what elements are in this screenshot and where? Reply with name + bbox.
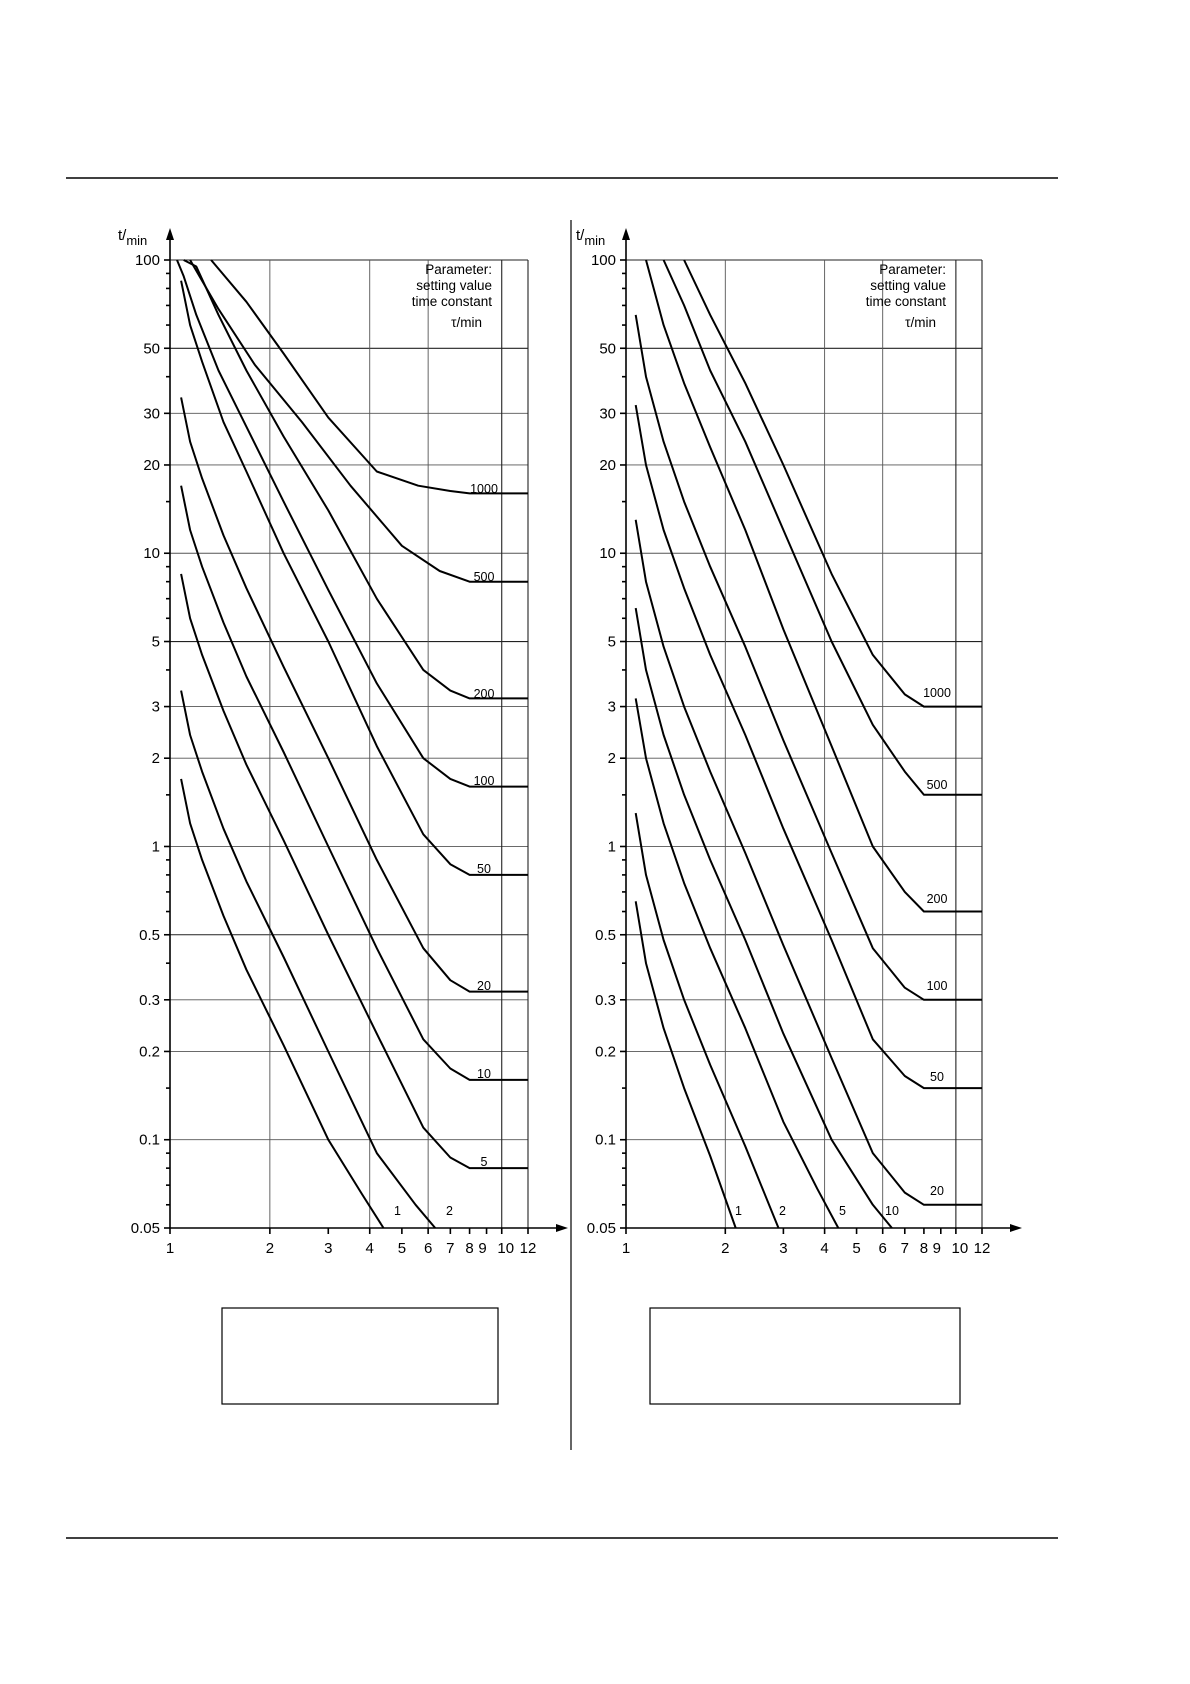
c2-y-tick-label-20: 20 (599, 456, 616, 474)
c2-curve-label-1: 1 (735, 1204, 742, 1218)
c2-y-tick-label-0.3: 0.3 (595, 991, 616, 1009)
c1-x-tick-label-7: 7 (446, 1240, 455, 1257)
c2-x-tick-label-5: 5 (852, 1240, 861, 1257)
c1-curve-label-20: 20 (477, 979, 491, 993)
c1-y-tick-label-100: 100 (134, 252, 160, 269)
c1-curve-label-10: 10 (477, 1067, 491, 1081)
c1-y-tick-label-0.05: 0.05 (130, 1220, 160, 1237)
c2-y-tick-label-30: 30 (599, 405, 616, 423)
c2-curve-label-200: 200 (926, 892, 948, 906)
c1-y-axis-arrow (166, 228, 174, 240)
c2-x-tick-label-3: 3 (779, 1240, 788, 1257)
c1-x-tick-label-3: 3 (324, 1240, 333, 1257)
c2-y-tick-label-1: 1 (607, 838, 616, 856)
c1-x-tick-label-4: 4 (365, 1240, 374, 1257)
c1-x-tick-label-5: 5 (397, 1240, 407, 1257)
c2-curve-2 (636, 813, 779, 1228)
c2-y-axis-label-sub: min (584, 233, 606, 248)
c2-x-axis-arrow (1010, 1224, 1022, 1232)
c1-y-tick-label-3: 3 (151, 698, 160, 716)
c2-curve-label-2: 2 (779, 1204, 786, 1218)
c1-curve-label-100: 100 (473, 774, 495, 788)
c2-curve-label-1000: 1000 (923, 686, 951, 700)
c1-x-tick-label-8: 8 (465, 1240, 474, 1257)
c2-y-tick-label-100: 100 (590, 252, 616, 269)
c1-y-tick-label-2: 2 (151, 750, 160, 768)
c1-curve-label-1000: 1000 (470, 482, 498, 496)
c1-curve-label-50: 50 (477, 862, 491, 876)
c2-curve-label-20: 20 (930, 1184, 944, 1198)
c1-parameter-text-1: Parameter: (425, 262, 492, 277)
c1-x-tick-label-6: 6 (423, 1240, 433, 1257)
c1-y-tick-label-1: 1 (151, 838, 160, 856)
c1-x-axis-arrow (556, 1224, 568, 1232)
c1-y-tick-label-5: 5 (151, 633, 160, 651)
c2-curve-1 (636, 901, 736, 1228)
c1-curve-label-5: 5 (480, 1155, 488, 1169)
c1-curve-label-500: 500 (473, 570, 495, 584)
c2-parameter-text-4: τ/min (905, 315, 936, 330)
c2-curve-20 (636, 520, 982, 1205)
c2-curve-1000 (684, 260, 982, 707)
c1-curve-label-1: 1 (394, 1204, 401, 1218)
c2-parameter-text-1: Parameter: (879, 262, 946, 277)
c2-curve-10 (636, 608, 892, 1228)
c2-x-tick-label-2: 2 (721, 1240, 730, 1257)
c2-curve-5 (636, 698, 839, 1228)
c2-y-tick-label-2: 2 (607, 750, 616, 768)
c1-y-axis-label (118, 227, 147, 248)
c2-x-tick-label-7: 7 (900, 1240, 909, 1257)
c2-y-tick-label-10: 10 (599, 545, 616, 563)
c1-y-axis-label-sub: min (126, 233, 148, 248)
c1-y-axis-label-main: t/ (118, 227, 127, 244)
c2-y-axis-label (576, 227, 605, 248)
c1-y-tick-label-50: 50 (143, 340, 160, 358)
c1-x-tick-label-10: 10 (497, 1240, 515, 1257)
chart-left (118, 227, 568, 1257)
c2-y-tick-label-50: 50 (599, 340, 616, 358)
caption-box-right (650, 1308, 960, 1404)
c1-x-tick-label-1: 1 (165, 1240, 175, 1257)
c2-y-tick-label-5: 5 (607, 633, 616, 651)
c2-y-tick-label-0.5: 0.5 (595, 926, 616, 944)
c1-parameter-text-4: τ/min (451, 315, 482, 330)
caption-box-left (222, 1308, 498, 1404)
c2-x-tick-label-4: 4 (820, 1240, 829, 1257)
c2-y-axis-label-main: t/ (576, 227, 585, 244)
c2-y-tick-label-0.05: 0.05 (586, 1220, 616, 1237)
c2-y-axis-arrow (622, 228, 630, 240)
c1-x-tick-label-12: 12 (519, 1240, 537, 1257)
chart-right (576, 227, 1022, 1257)
c1-y-tick-label-0.2: 0.2 (139, 1043, 160, 1061)
c2-x-tick-label-10: 10 (951, 1240, 969, 1257)
c2-x-tick-label-9: 9 (932, 1240, 941, 1257)
c2-x-tick-label-6: 6 (878, 1240, 887, 1257)
c2-parameter-text-2: setting value (870, 278, 946, 293)
c1-x-tick-label-9: 9 (478, 1240, 487, 1257)
c2-curve-label-100: 100 (926, 979, 948, 993)
c1-parameter-text-3: time constant (411, 294, 492, 309)
c2-parameter-text-3: time constant (865, 294, 946, 309)
c2-x-tick-label-12: 12 (973, 1240, 991, 1257)
c1-y-tick-label-0.3: 0.3 (139, 991, 160, 1009)
c1-y-tick-label-0.5: 0.5 (139, 926, 160, 944)
c2-curve-label-5: 5 (839, 1204, 846, 1218)
c2-x-tick-label-1: 1 (621, 1240, 631, 1257)
c2-curve-label-500: 500 (926, 778, 948, 792)
c2-curve-label-10: 10 (885, 1204, 899, 1218)
c2-x-tick-label-8: 8 (919, 1240, 929, 1257)
c2-curve-500 (664, 260, 982, 795)
c1-curve-label-2: 2 (446, 1204, 453, 1218)
c1-y-tick-label-10: 10 (143, 545, 160, 563)
c1-parameter-text-2: setting value (416, 278, 492, 293)
c1-curve-label-200: 200 (473, 687, 495, 701)
c2-y-tick-label-0.1: 0.1 (595, 1131, 616, 1149)
c2-y-tick-label-3: 3 (607, 698, 616, 716)
c1-y-tick-label-30: 30 (143, 405, 160, 423)
c1-y-tick-label-20: 20 (143, 456, 160, 474)
c1-x-tick-label-2: 2 (265, 1240, 275, 1257)
c2-y-tick-label-0.2: 0.2 (595, 1043, 616, 1061)
c1-y-tick-label-0.1: 0.1 (139, 1131, 160, 1149)
c1-curve-2 (181, 691, 435, 1228)
c2-curve-label-50: 50 (930, 1070, 944, 1084)
